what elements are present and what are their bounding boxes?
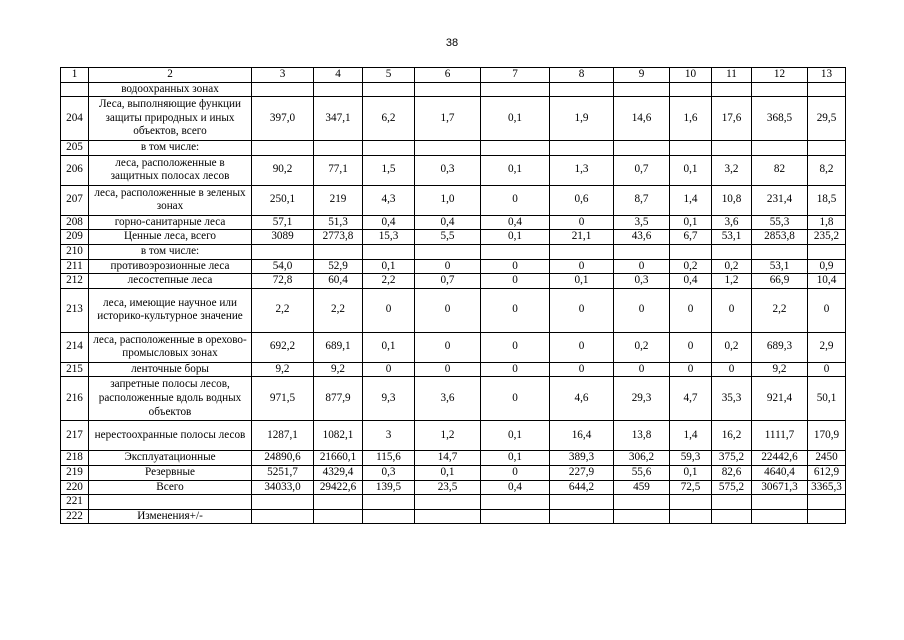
value-cell	[614, 82, 670, 97]
value-cell: 9,2	[314, 362, 363, 377]
value-cell: 0,7	[415, 274, 481, 289]
table-row	[61, 332, 846, 362]
table-row	[61, 244, 846, 259]
row-number-cell: 204	[61, 97, 89, 141]
value-cell: 6,2	[363, 97, 415, 141]
row-name-cell	[89, 495, 252, 510]
value-cell: 0	[415, 288, 481, 332]
value-cell: 0,4	[363, 215, 415, 230]
value-cell: 0,4	[481, 480, 550, 495]
table-row	[61, 495, 846, 510]
value-cell	[314, 82, 363, 97]
value-cell: 34033,0	[252, 480, 314, 495]
value-cell	[712, 82, 752, 97]
value-cell	[808, 82, 846, 97]
value-cell: 0	[614, 288, 670, 332]
value-cell: 0,1	[363, 259, 415, 274]
value-cell: 53,1	[712, 230, 752, 245]
table-row	[61, 288, 846, 332]
row-name-cell: леса, расположенные в зеленых зонах	[89, 185, 252, 215]
value-cell: 0,2	[712, 332, 752, 362]
value-cell	[481, 141, 550, 156]
value-cell: 2450	[808, 451, 846, 466]
value-cell: 21660,1	[314, 451, 363, 466]
value-cell: 1,4	[670, 185, 712, 215]
value-cell	[752, 244, 808, 259]
row-number-cell: 212	[61, 274, 89, 289]
value-cell: 0,7	[614, 155, 670, 185]
page-number: 38	[445, 37, 459, 49]
table-row	[61, 480, 846, 495]
value-cell: 90,2	[252, 155, 314, 185]
value-cell: 0,3	[363, 465, 415, 480]
value-cell	[670, 82, 712, 97]
value-cell: 0	[550, 288, 614, 332]
row-name-cell: водоохранных зонах	[89, 82, 252, 97]
value-cell: 0	[808, 362, 846, 377]
value-cell	[614, 244, 670, 259]
value-cell: 8,2	[808, 155, 846, 185]
value-cell: 1,2	[712, 274, 752, 289]
row-number-cell: 213	[61, 288, 89, 332]
value-cell: 0,2	[670, 259, 712, 274]
column-header: 7	[481, 68, 550, 83]
row-number-cell: 220	[61, 480, 89, 495]
value-cell: 13,8	[614, 421, 670, 451]
row-name-cell: в том числе:	[89, 141, 252, 156]
row-number-cell: 214	[61, 332, 89, 362]
value-cell: 2853,8	[752, 230, 808, 245]
value-cell: 2,2	[252, 288, 314, 332]
row-name-cell: запретные полосы лесов, расположенные вдоль водных объектов	[89, 377, 252, 421]
value-cell	[808, 495, 846, 510]
value-cell: 3,6	[712, 215, 752, 230]
value-cell	[415, 509, 481, 524]
value-cell: 389,3	[550, 451, 614, 466]
table-row	[61, 421, 846, 451]
value-cell: 0,1	[670, 155, 712, 185]
value-cell: 29,3	[614, 377, 670, 421]
value-cell: 55,6	[614, 465, 670, 480]
table-row	[61, 377, 846, 421]
value-cell: 397,0	[252, 97, 314, 141]
value-cell: 57,1	[252, 215, 314, 230]
value-cell: 1,5	[363, 155, 415, 185]
value-cell: 1287,1	[252, 421, 314, 451]
column-header: 1	[61, 68, 89, 83]
row-name-cell: Резервные	[89, 465, 252, 480]
value-cell: 3,5	[614, 215, 670, 230]
value-cell: 2,2	[314, 288, 363, 332]
column-header: 3	[252, 68, 314, 83]
value-cell: 1,8	[808, 215, 846, 230]
value-cell: 50,1	[808, 377, 846, 421]
value-cell: 877,9	[314, 377, 363, 421]
value-cell: 139,5	[363, 480, 415, 495]
value-cell	[550, 244, 614, 259]
value-cell	[712, 141, 752, 156]
value-cell: 3	[363, 421, 415, 451]
value-cell	[670, 244, 712, 259]
value-cell: 0,1	[415, 465, 481, 480]
value-cell: 0,1	[481, 451, 550, 466]
value-cell	[808, 244, 846, 259]
value-cell: 0,4	[481, 215, 550, 230]
value-cell: 2,2	[363, 274, 415, 289]
table-header-row	[61, 68, 846, 83]
value-cell: 52,9	[314, 259, 363, 274]
value-cell	[252, 141, 314, 156]
value-cell: 0	[481, 259, 550, 274]
value-cell	[670, 495, 712, 510]
row-number-cell: 207	[61, 185, 89, 215]
row-number-cell: 216	[61, 377, 89, 421]
value-cell	[481, 244, 550, 259]
value-cell: 0	[670, 332, 712, 362]
value-cell	[363, 244, 415, 259]
value-cell: 16,4	[550, 421, 614, 451]
value-cell: 306,2	[614, 451, 670, 466]
value-cell: 77,1	[314, 155, 363, 185]
value-cell: 0	[415, 362, 481, 377]
value-cell: 30671,3	[752, 480, 808, 495]
row-number-cell: 211	[61, 259, 89, 274]
value-cell: 692,2	[252, 332, 314, 362]
value-cell: 6,7	[670, 230, 712, 245]
value-cell: 0	[808, 288, 846, 332]
value-cell: 4,6	[550, 377, 614, 421]
value-cell: 55,3	[752, 215, 808, 230]
forest-data-table	[60, 67, 846, 524]
row-name-cell: Ценные леса, всего	[89, 230, 252, 245]
value-cell: 231,4	[752, 185, 808, 215]
value-cell: 0,6	[550, 185, 614, 215]
value-cell: 0,1	[481, 230, 550, 245]
value-cell	[614, 495, 670, 510]
value-cell	[550, 509, 614, 524]
row-name-cell: леса, расположенные в орехово-промысловых зонах	[89, 332, 252, 362]
value-cell: 54,0	[252, 259, 314, 274]
value-cell: 0,1	[670, 215, 712, 230]
column-header: 4	[314, 68, 363, 83]
value-cell	[614, 141, 670, 156]
row-number-cell: 205	[61, 141, 89, 156]
value-cell	[550, 141, 614, 156]
value-cell: 1,2	[415, 421, 481, 451]
value-cell	[808, 509, 846, 524]
value-cell	[614, 509, 670, 524]
value-cell: 115,6	[363, 451, 415, 466]
value-cell: 219	[314, 185, 363, 215]
value-cell: 0,1	[481, 155, 550, 185]
value-cell: 0	[614, 259, 670, 274]
value-cell: 18,5	[808, 185, 846, 215]
value-cell: 10,4	[808, 274, 846, 289]
value-cell: 53,1	[752, 259, 808, 274]
value-cell: 2,9	[808, 332, 846, 362]
value-cell: 9,2	[252, 362, 314, 377]
value-cell: 0	[363, 362, 415, 377]
value-cell: 0	[481, 332, 550, 362]
table-row	[61, 97, 846, 141]
value-cell: 5,5	[415, 230, 481, 245]
value-cell: 22442,6	[752, 451, 808, 466]
value-cell: 235,2	[808, 230, 846, 245]
value-cell: 72,5	[670, 480, 712, 495]
value-cell	[712, 509, 752, 524]
value-cell: 4,7	[670, 377, 712, 421]
value-cell: 0	[670, 288, 712, 332]
value-cell	[481, 509, 550, 524]
value-cell	[752, 141, 808, 156]
value-cell: 0	[550, 332, 614, 362]
value-cell: 0	[550, 215, 614, 230]
row-name-cell: Эксплуатационные	[89, 451, 252, 466]
value-cell: 23,5	[415, 480, 481, 495]
value-cell: 21,1	[550, 230, 614, 245]
row-number-cell: 210	[61, 244, 89, 259]
value-cell: 1,0	[415, 185, 481, 215]
value-cell: 3089	[252, 230, 314, 245]
column-header: 13	[808, 68, 846, 83]
value-cell: 0	[550, 259, 614, 274]
value-cell	[481, 495, 550, 510]
row-number-cell: 219	[61, 465, 89, 480]
row-number-cell: 215	[61, 362, 89, 377]
value-cell: 35,3	[712, 377, 752, 421]
value-cell: 72,8	[252, 274, 314, 289]
value-cell: 14,6	[614, 97, 670, 141]
value-cell	[808, 141, 846, 156]
value-cell: 689,3	[752, 332, 808, 362]
row-name-cell: ленточные боры	[89, 362, 252, 377]
row-name-cell: леса, имеющие научное или историко-культурное значение	[89, 288, 252, 332]
value-cell: 9,2	[752, 362, 808, 377]
value-cell: 368,5	[752, 97, 808, 141]
value-cell: 51,3	[314, 215, 363, 230]
value-cell: 29422,6	[314, 480, 363, 495]
value-cell: 612,9	[808, 465, 846, 480]
row-number-cell: 218	[61, 451, 89, 466]
column-header: 11	[712, 68, 752, 83]
table-row	[61, 362, 846, 377]
row-name-cell: Леса, выполняющие функции защиты природных и иных объектов, всего	[89, 97, 252, 141]
column-header: 2	[89, 68, 252, 83]
column-header: 5	[363, 68, 415, 83]
table-row	[61, 185, 846, 215]
value-cell: 921,4	[752, 377, 808, 421]
value-cell: 82,6	[712, 465, 752, 480]
value-cell	[712, 244, 752, 259]
value-cell	[415, 82, 481, 97]
table-row	[61, 215, 846, 230]
value-cell: 227,9	[550, 465, 614, 480]
column-header: 9	[614, 68, 670, 83]
value-cell	[752, 495, 808, 510]
table-body	[61, 68, 846, 524]
value-cell: 0,1	[481, 97, 550, 141]
value-cell: 8,7	[614, 185, 670, 215]
row-number-cell: 209	[61, 230, 89, 245]
value-cell: 0	[481, 377, 550, 421]
column-header: 10	[670, 68, 712, 83]
column-header: 12	[752, 68, 808, 83]
value-cell: 170,9	[808, 421, 846, 451]
table-row	[61, 451, 846, 466]
value-cell: 59,3	[670, 451, 712, 466]
table-row	[61, 509, 846, 524]
value-cell: 250,1	[252, 185, 314, 215]
row-number-cell: 221	[61, 495, 89, 510]
value-cell: 0,1	[550, 274, 614, 289]
value-cell: 16,2	[712, 421, 752, 451]
value-cell: 66,9	[752, 274, 808, 289]
value-cell	[314, 141, 363, 156]
value-cell: 3,2	[712, 155, 752, 185]
value-cell: 1,7	[415, 97, 481, 141]
value-cell: 644,2	[550, 480, 614, 495]
value-cell	[252, 82, 314, 97]
value-cell: 0,4	[670, 274, 712, 289]
value-cell: 0	[415, 259, 481, 274]
value-cell: 0,1	[481, 421, 550, 451]
column-header: 6	[415, 68, 481, 83]
row-number-cell: 208	[61, 215, 89, 230]
value-cell: 0	[481, 274, 550, 289]
value-cell: 0	[363, 288, 415, 332]
value-cell	[314, 495, 363, 510]
value-cell: 0	[550, 362, 614, 377]
value-cell	[481, 82, 550, 97]
value-cell: 43,6	[614, 230, 670, 245]
value-cell: 1,6	[670, 97, 712, 141]
value-cell: 4329,4	[314, 465, 363, 480]
value-cell: 15,3	[363, 230, 415, 245]
value-cell: 0,3	[614, 274, 670, 289]
value-cell: 689,1	[314, 332, 363, 362]
value-cell	[670, 141, 712, 156]
value-cell	[752, 509, 808, 524]
row-name-cell: лесостепные леса	[89, 274, 252, 289]
value-cell: 4,3	[363, 185, 415, 215]
table-row	[61, 230, 846, 245]
value-cell: 0	[670, 362, 712, 377]
value-cell: 0	[712, 288, 752, 332]
row-number-cell: 217	[61, 421, 89, 451]
value-cell: 0	[481, 362, 550, 377]
value-cell	[415, 244, 481, 259]
value-cell: 0	[481, 288, 550, 332]
value-cell: 971,5	[252, 377, 314, 421]
value-cell: 0,2	[614, 332, 670, 362]
row-name-cell: горно-санитарные леса	[89, 215, 252, 230]
column-header: 8	[550, 68, 614, 83]
value-cell	[363, 141, 415, 156]
value-cell	[252, 244, 314, 259]
value-cell: 1,9	[550, 97, 614, 141]
value-cell	[415, 141, 481, 156]
row-name-cell: Всего	[89, 480, 252, 495]
value-cell	[415, 495, 481, 510]
value-cell: 0,4	[415, 215, 481, 230]
row-number-cell	[61, 82, 89, 97]
value-cell: 347,1	[314, 97, 363, 141]
value-cell	[363, 495, 415, 510]
value-cell: 10,8	[712, 185, 752, 215]
value-cell: 60,4	[314, 274, 363, 289]
value-cell	[712, 495, 752, 510]
table-row	[61, 155, 846, 185]
value-cell: 0,9	[808, 259, 846, 274]
value-cell	[670, 509, 712, 524]
value-cell: 5251,7	[252, 465, 314, 480]
value-cell: 0,1	[363, 332, 415, 362]
value-cell: 17,6	[712, 97, 752, 141]
value-cell	[752, 82, 808, 97]
value-cell: 3365,3	[808, 480, 846, 495]
row-name-cell: Изменения+/-	[89, 509, 252, 524]
table-row	[61, 274, 846, 289]
value-cell: 2,2	[752, 288, 808, 332]
value-cell	[314, 509, 363, 524]
row-name-cell: противоэрозионные леса	[89, 259, 252, 274]
value-cell: 1,4	[670, 421, 712, 451]
value-cell: 29,5	[808, 97, 846, 141]
value-cell: 0,3	[415, 155, 481, 185]
value-cell: 0	[481, 465, 550, 480]
value-cell: 14,7	[415, 451, 481, 466]
row-name-cell: нерестоохранные полосы лесов	[89, 421, 252, 451]
value-cell: 459	[614, 480, 670, 495]
value-cell: 0,1	[670, 465, 712, 480]
value-cell	[550, 495, 614, 510]
value-cell: 1082,1	[314, 421, 363, 451]
value-cell	[252, 495, 314, 510]
value-cell: 0,2	[712, 259, 752, 274]
table-row	[61, 141, 846, 156]
value-cell: 3,6	[415, 377, 481, 421]
value-cell: 375,2	[712, 451, 752, 466]
table-row	[61, 259, 846, 274]
value-cell: 0	[415, 332, 481, 362]
value-cell	[550, 82, 614, 97]
value-cell: 1,3	[550, 155, 614, 185]
table-row	[61, 465, 846, 480]
row-name-cell: в том числе:	[89, 244, 252, 259]
value-cell: 4640,4	[752, 465, 808, 480]
value-cell: 0	[614, 362, 670, 377]
value-cell: 0	[712, 362, 752, 377]
value-cell	[314, 244, 363, 259]
value-cell: 9,3	[363, 377, 415, 421]
value-cell: 2773,8	[314, 230, 363, 245]
value-cell	[252, 509, 314, 524]
value-cell	[363, 509, 415, 524]
value-cell: 0	[481, 185, 550, 215]
row-number-cell: 206	[61, 155, 89, 185]
value-cell: 575,2	[712, 480, 752, 495]
table-row	[61, 82, 846, 97]
row-number-cell: 222	[61, 509, 89, 524]
value-cell	[363, 82, 415, 97]
row-name-cell: леса, расположенные в защитных полосах лесов	[89, 155, 252, 185]
value-cell: 1111,7	[752, 421, 808, 451]
value-cell: 82	[752, 155, 808, 185]
value-cell: 24890,6	[252, 451, 314, 466]
